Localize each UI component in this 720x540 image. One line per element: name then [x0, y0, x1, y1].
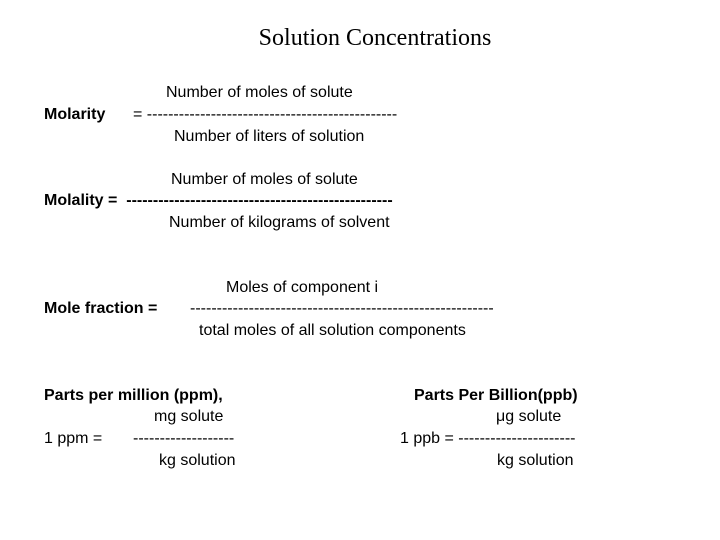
mole-fraction-numerator: Moles of component i — [226, 279, 379, 296]
molality-denominator: Number of kilograms of solvent — [169, 214, 390, 231]
molarity-fraction-bar: = ----------------------------------------------- — [133, 106, 398, 123]
mole-fraction-label: Mole fraction = — [44, 300, 158, 317]
ppm-denominator: kg solution — [159, 452, 236, 469]
molarity-denominator: Number of liters of solution — [174, 128, 365, 145]
ppm-label: 1 ppm = — [44, 430, 103, 447]
ppm-fraction-bar: ------------------- — [133, 430, 235, 447]
ppb-heading: Parts Per Billion(ppb) — [414, 387, 578, 404]
molarity-label: Molarity — [44, 106, 106, 123]
mole-fraction-bar: --------------------------------------------------------- — [190, 300, 494, 317]
ppb-label-and-bar: 1 ppb = ---------------------- — [400, 430, 576, 447]
mole-fraction-denominator: total moles of all solution components — [199, 322, 466, 339]
ppm-numerator: mg solute — [154, 408, 224, 425]
ppm-heading: Parts per million (ppm), — [44, 387, 223, 404]
slide-title: Solution Concentrations — [258, 25, 492, 51]
ppb-numerator: μg solute — [496, 408, 562, 425]
ppb-denominator: kg solution — [497, 452, 574, 469]
molarity-numerator: Number of moles of solute — [166, 84, 353, 101]
molality-numerator: Number of moles of solute — [171, 171, 358, 188]
molality-label-and-bar: Molality = -------------------------------------------------- — [44, 192, 393, 209]
